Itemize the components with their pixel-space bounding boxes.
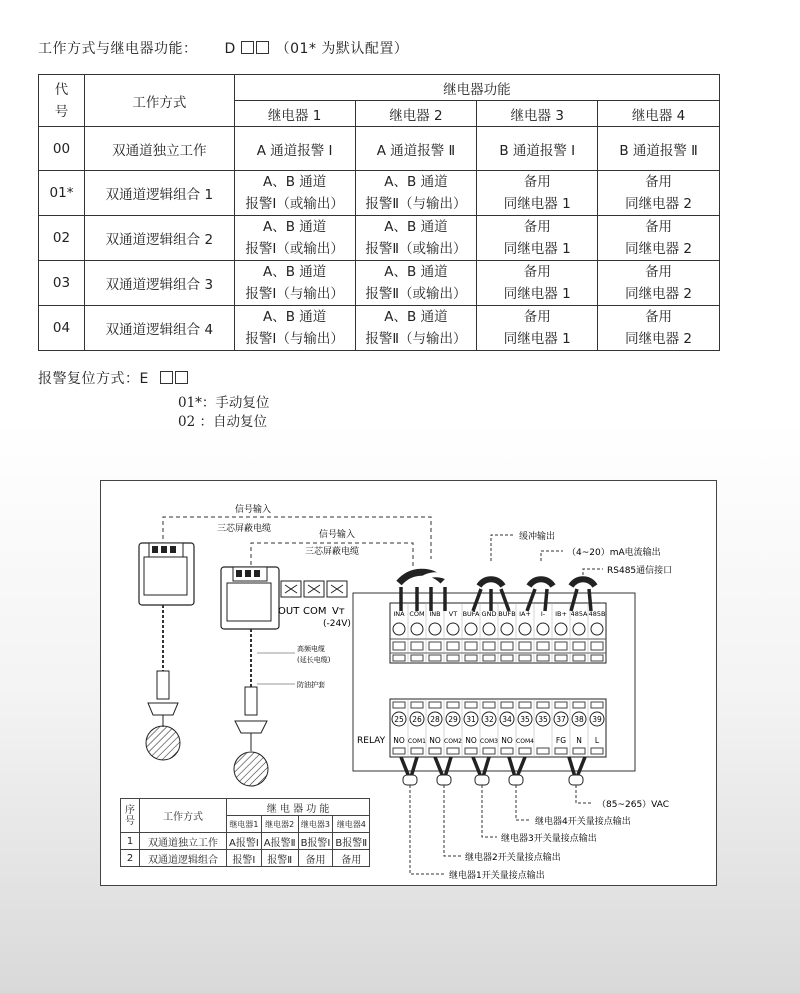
current-output-label: （4~20）mA电流输出: [567, 548, 661, 558]
terminal-slot: [591, 702, 603, 708]
cell-line: 同继电器 1: [503, 241, 571, 257]
top-terminal-label: INA: [393, 610, 405, 618]
bottom-terminal-label: L: [594, 736, 600, 745]
bottom-terminal-label: NO: [393, 736, 405, 745]
bottom-terminal-label: NO: [465, 736, 477, 745]
terminal-screw: [483, 623, 495, 635]
relay4-output-label: 继电器4开关量接点输出: [535, 817, 631, 827]
row-mode: 双通道逻辑组合 4: [84, 306, 234, 351]
header-relay-2: 继电器 2: [355, 101, 477, 127]
terminal-slot: [483, 702, 495, 708]
cell-line: 报警Ⅱ（与输出）: [365, 196, 467, 212]
terminal-slot: [573, 655, 585, 661]
bottom-terminal-number: 38: [574, 715, 584, 724]
cell-line: A、B 通道: [384, 219, 448, 235]
bottom-terminal-number: 31: [466, 715, 476, 724]
bottom-terminal-label: COM2: [444, 738, 462, 745]
signal-cable-1: [163, 517, 431, 559]
cell-line: A、B 通道: [384, 309, 448, 325]
top-terminal-block: [390, 603, 606, 663]
cell-line: A、B 通道: [262, 174, 327, 190]
row-mode: 双通道独立工作: [84, 127, 234, 171]
terminal-slot: [555, 655, 567, 661]
terminal-screw: [519, 623, 531, 635]
mini-row-relay4: B报警Ⅱ: [333, 833, 370, 850]
terminal-slot: [555, 642, 567, 650]
row-code: 02: [39, 216, 85, 261]
row-relay2: A 通道报警 Ⅱ: [355, 127, 477, 171]
header-mode: 工作方式: [84, 75, 234, 127]
header-relay-1: 继电器 1: [234, 101, 355, 127]
cell-line: 备用: [645, 219, 673, 235]
header-relay-3: 继电器 3: [477, 101, 598, 127]
terminal-screw: [537, 623, 549, 635]
mini-row-relay3: 备用: [298, 850, 333, 867]
row-relay1: [234, 261, 355, 306]
bottom-terminal-label: COM3: [480, 738, 498, 745]
table-row: [39, 261, 720, 306]
alarm-option-manual: 01*：手动复位: [178, 395, 270, 411]
row-relay2: [355, 306, 477, 351]
header-relay-4: 继电器 4: [598, 101, 720, 127]
terminal-slot: [411, 642, 423, 650]
cable-label-2: 三芯屏蔽电缆: [305, 547, 360, 557]
terminal-screw: [429, 623, 441, 635]
oil-sleeve-label: 防油护套: [297, 681, 325, 689]
bottom-terminal-number: 35: [538, 715, 548, 724]
terminal-slot: [519, 748, 531, 754]
terminal-slot: [411, 655, 423, 661]
row-mode: 双通道逻辑组合 3: [84, 261, 234, 306]
mini-header-relay1: 继电器1: [227, 816, 262, 833]
terminal-slot: [483, 748, 495, 754]
signal-input-label-2: 信号输入: [319, 530, 356, 540]
bottom-terminal-label: FG: [555, 736, 567, 745]
terminal-slot: [465, 748, 477, 754]
relay2-output-label: 继电器2开关量接点输出: [465, 853, 561, 863]
bottom-terminal-label: NO: [429, 736, 441, 745]
top-terminal-label: BUFB: [498, 610, 516, 618]
mini-header-relay: 继 电 器 功 能: [227, 799, 370, 816]
ext-cable-label: (延长电缆): [297, 656, 331, 664]
default-note: （01* 为默认配置）: [275, 41, 409, 57]
row-relay1: [234, 216, 355, 261]
header-code: 代号: [39, 75, 85, 127]
row-relay3: B 通道报警 Ⅰ: [477, 127, 598, 171]
bottom-terminal-number: 25: [394, 715, 404, 724]
cell-line: 报警Ⅱ（与输出）: [365, 331, 467, 347]
bottom-glands: [403, 775, 583, 785]
terminal-slot: [483, 655, 495, 661]
terminal-slot: [429, 655, 441, 661]
table-row: [121, 833, 370, 850]
cell-line: A、B 通道: [262, 309, 327, 325]
relay1-output-label: 继电器1开关量接点输出: [449, 871, 545, 881]
terminal-slot: [537, 642, 549, 650]
row-relay4: B 通道报警 Ⅱ: [598, 127, 720, 171]
row-relay2: [355, 216, 477, 261]
terminal-slot: [555, 702, 567, 708]
hf-cable-label: 高频电缆: [297, 645, 325, 653]
terminal-slot: [555, 748, 567, 754]
row-mode: 双通道逻辑组合 1: [84, 171, 234, 216]
bottom-wires: [401, 757, 585, 777]
top-terminal-label: INB: [429, 610, 441, 618]
bottom-terminal-number: 35: [520, 715, 530, 724]
cell-line: 备用: [523, 174, 551, 190]
alarm-reset-title: [38, 368, 190, 388]
terminal-slot: [537, 748, 549, 754]
row-relay4: [598, 261, 720, 306]
row-code: 04: [39, 306, 85, 351]
terminal-slot: [537, 655, 549, 661]
mini-row-no: 1: [121, 833, 140, 850]
bottom-terminal-label: N: [576, 736, 582, 745]
terminal-slot: [393, 702, 405, 708]
relay-label: RELAY: [357, 736, 386, 746]
mini-row-relay4: 备用: [333, 850, 370, 867]
terminal-screw: [591, 623, 603, 635]
terminal-slot: [501, 748, 513, 754]
cell-line: 报警Ⅰ（与输出）: [245, 331, 344, 347]
cell-line: 报警Ⅰ（或输出）: [245, 241, 344, 257]
bottom-terminal-label: COM4: [516, 738, 534, 745]
top-terminal-label: BUFA: [462, 610, 480, 618]
terminal-vt-label: Vт: [332, 606, 345, 617]
buffer-output-label: 缓冲输出: [519, 532, 556, 542]
row-relay3: [477, 306, 598, 351]
terminal-screw: [465, 623, 477, 635]
bottom-terminal-block: [390, 699, 606, 757]
row-relay1: [234, 171, 355, 216]
row-code: 00: [39, 127, 85, 171]
terminal-slot: [501, 702, 513, 708]
top-terminal-label: VT: [448, 610, 458, 618]
terminal-slot: [591, 642, 603, 650]
terminal-slot: [483, 642, 495, 650]
cell-line: 备用: [523, 309, 551, 325]
bottom-terminal-number: 34: [502, 715, 512, 724]
table-row: [39, 216, 720, 261]
cell-line: 同继电器 2: [625, 241, 693, 257]
sensor-probe-2: [221, 567, 279, 786]
mini-function-table: [120, 798, 370, 867]
terminal-screw: [573, 623, 585, 635]
cell-line: 同继电器 1: [503, 331, 571, 347]
rs485-label: RS485通信接口: [607, 566, 673, 576]
terminal-slot: [429, 702, 441, 708]
cell-line: 备用: [645, 309, 673, 325]
sensor-terminals: [278, 581, 351, 629]
mini-row-relay1: A报警Ⅰ: [227, 833, 262, 850]
top-terminal-label: IB+: [555, 610, 567, 618]
table-row: [39, 171, 720, 216]
terminal-slot: [519, 655, 531, 661]
terminal-slot: [411, 702, 423, 708]
sensor-probe-1: [139, 543, 194, 760]
relay3-output-label: 继电器3开关量接点输出: [501, 834, 597, 844]
top-terminal-label: 485B: [588, 610, 606, 618]
terminal-slot: [519, 702, 531, 708]
code-letter: D: [224, 41, 236, 57]
terminal-slot: [447, 642, 459, 650]
code-box: [160, 371, 173, 384]
terminal-slot: [573, 642, 585, 650]
power-label: （85~265）VAC: [597, 800, 670, 810]
terminal-slot: [465, 642, 477, 650]
row-code: 03: [39, 261, 85, 306]
terminal-slot: [573, 702, 585, 708]
bottom-terminal-number: 29: [448, 715, 458, 724]
row-relay3: [477, 261, 598, 306]
cell-line: 同继电器 2: [625, 196, 693, 212]
cell-line: 同继电器 1: [503, 196, 571, 212]
row-mode: 双通道逻辑组合 2: [84, 216, 234, 261]
terminal-slot: [501, 655, 513, 661]
code-box: [256, 41, 269, 54]
top-terminal-label: GND: [481, 610, 497, 618]
cell-line: A、B 通道: [262, 219, 327, 235]
terminal-slot: [519, 642, 531, 650]
terminal-slot: [591, 748, 603, 754]
terminal-slot: [429, 642, 441, 650]
terminal-screw: [555, 623, 567, 635]
cell-line: 备用: [645, 174, 673, 190]
terminal-slot: [393, 642, 405, 650]
cell-line: A、B 通道: [384, 264, 448, 280]
row-relay2: [355, 171, 477, 216]
terminal-slot: [465, 655, 477, 661]
mini-row-relay2: A报警Ⅱ: [261, 833, 298, 850]
mini-row-no: 2: [121, 850, 140, 867]
cell-line: 同继电器 1: [503, 286, 571, 302]
mini-header-mode: 工作方式: [140, 799, 227, 833]
alarm-option-auto: 02 ：自动复位: [178, 414, 267, 430]
signal-input-label-1: 信号输入: [235, 505, 272, 515]
row-relay3: [477, 216, 598, 261]
section-title-text: 工作方式与继电器功能：: [38, 41, 198, 57]
table-row: [39, 127, 720, 171]
terminal-slot: [429, 748, 441, 754]
cell-line: 报警Ⅰ（与输出）: [245, 286, 344, 302]
terminal-com-label: COM: [303, 606, 327, 617]
terminal-screw: [411, 623, 423, 635]
code-box: [175, 371, 188, 384]
terminal-slot: [447, 702, 459, 708]
terminal-voltage-label: (-24V): [323, 619, 351, 629]
terminal-out-label: OUT: [278, 606, 300, 617]
top-terminal-label: IA+: [519, 610, 531, 618]
terminal-slot: [447, 655, 459, 661]
mini-header-no: 序号: [121, 799, 140, 833]
bottom-terminal-label: NO: [501, 736, 513, 745]
table-row: [121, 850, 370, 867]
bottom-terminal-number: 37: [556, 715, 566, 724]
relay-function-table: [38, 74, 720, 351]
row-relay1: [234, 306, 355, 351]
row-relay2: [355, 261, 477, 306]
cell-line: 报警Ⅰ（或输出）: [245, 196, 344, 212]
terminal-slot: [501, 642, 513, 650]
row-relay4: [598, 306, 720, 351]
terminal-slot: [393, 748, 405, 754]
cell-line: 报警Ⅱ（或输出）: [365, 286, 467, 302]
terminal-slot: [447, 748, 459, 754]
mini-row-relay1: 报警Ⅰ: [227, 850, 262, 867]
code-box: [241, 41, 254, 54]
row-relay4: [598, 171, 720, 216]
mini-header-relay4: 继电器4: [333, 816, 370, 833]
terminal-screw: [393, 623, 405, 635]
cell-line: A、B 通道: [262, 264, 327, 280]
terminal-slot: [393, 655, 405, 661]
terminal-slot: [411, 748, 423, 754]
bottom-terminal-label: COM1: [408, 738, 426, 745]
cable-label-1: 三芯屏蔽电缆: [217, 524, 272, 534]
header-relay: 继电器功能: [234, 75, 719, 101]
row-relay3: [477, 171, 598, 216]
bottom-terminal-number: 26: [412, 715, 422, 724]
terminal-slot: [591, 655, 603, 661]
alarm-reset-label: 报警复位方式：E: [38, 371, 149, 387]
top-terminal-label: 485A: [570, 610, 588, 618]
cell-line: A、B 通道: [384, 174, 448, 190]
terminal-screw: [447, 623, 459, 635]
cell-line: 同继电器 2: [625, 331, 693, 347]
mini-header-relay3: 继电器3: [298, 816, 333, 833]
terminal-screw: [501, 623, 513, 635]
cell-line: 备用: [523, 264, 551, 280]
terminal-slot: [465, 702, 477, 708]
bottom-terminal-number: 39: [592, 715, 602, 724]
top-terminal-label: COM: [409, 610, 425, 618]
mini-row-relay3: B报警Ⅰ: [298, 833, 333, 850]
row-relay4: [598, 216, 720, 261]
terminal-slot: [573, 748, 585, 754]
row-relay1: A 通道报警 Ⅰ: [234, 127, 355, 171]
mini-row-mode: 双通道逻辑组合: [140, 850, 227, 867]
top-terminal-label: I-: [540, 610, 546, 618]
cell-line: 备用: [523, 219, 551, 235]
mini-header-relay2: 继电器2: [261, 816, 298, 833]
cell-line: 报警Ⅱ（或输出）: [365, 241, 467, 257]
cell-line: 同继电器 2: [625, 286, 693, 302]
section-title: [38, 38, 408, 58]
table-row: [39, 306, 720, 351]
bottom-terminal-number: 32: [484, 715, 494, 724]
terminal-slot: [537, 702, 549, 708]
bottom-terminal-number: 28: [430, 715, 440, 724]
row-code: 01*: [39, 171, 85, 216]
top-cable-entries: [399, 572, 595, 586]
cell-line: 备用: [645, 264, 673, 280]
mini-row-relay2: 报警Ⅱ: [261, 850, 298, 867]
mini-row-mode: 双通道独立工作: [140, 833, 227, 850]
